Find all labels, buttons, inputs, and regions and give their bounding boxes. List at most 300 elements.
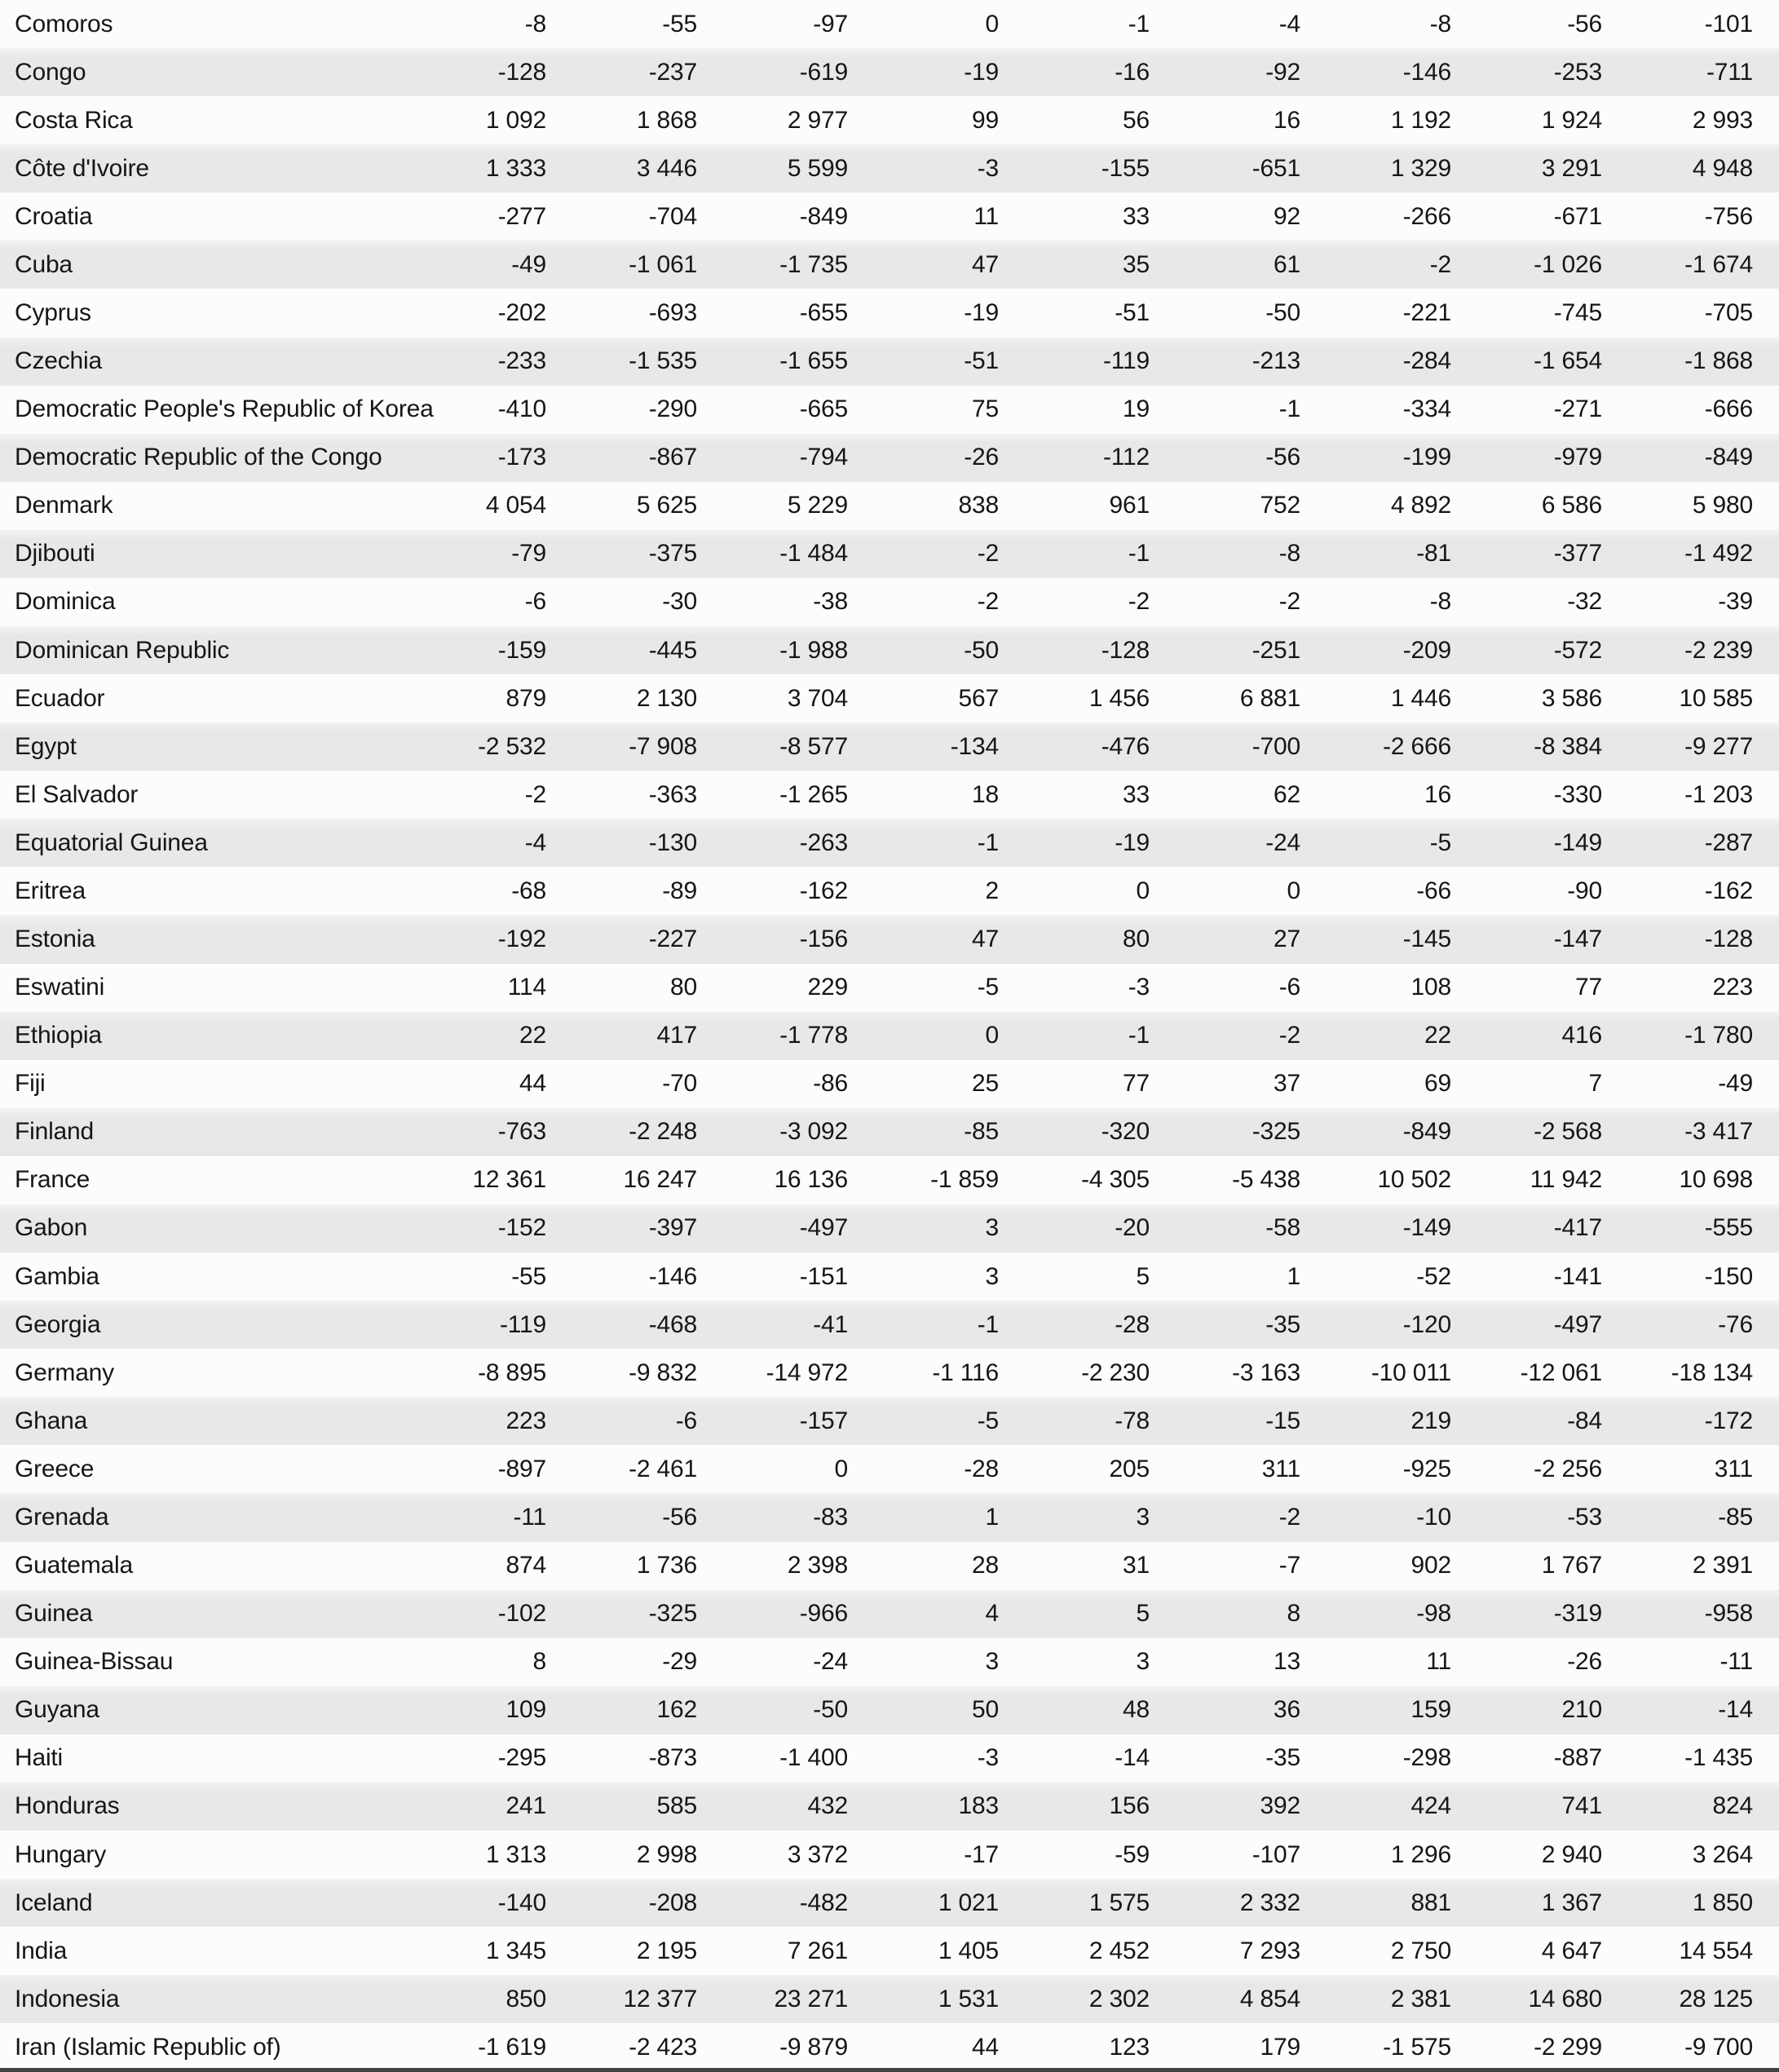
value-cell: -330 [1553,780,1602,808]
value-cell: -119 [1102,347,1150,375]
value-cell: -763 [497,1118,546,1146]
value-cell: -2 532 [478,732,546,760]
value-cell: 3 446 [636,154,697,182]
table-row[interactable] [0,722,1779,771]
value-cell: 961 [1109,492,1150,519]
value-cell: -8 [1278,540,1300,568]
value-cell: -24 [813,1648,848,1676]
value-cell: -3 [977,154,999,182]
value-cell: 1 850 [1692,1889,1753,1916]
value-cell: -2 230 [1081,1359,1150,1386]
value-cell: 11 942 [1530,1166,1602,1194]
value-cell: 27 [1274,926,1300,953]
value-cell: 3 [985,1214,999,1242]
value-cell: 44 [519,1070,546,1098]
value-cell: -19 [1115,828,1150,856]
table-row[interactable] [0,241,1779,289]
value-cell: 311 [1714,1455,1753,1482]
value-cell: -2 [524,780,546,808]
table-row[interactable] [0,1638,1779,1686]
value-cell: 109 [505,1696,546,1724]
value-cell: -107 [1251,1840,1300,1868]
value-cell: 31 [1123,1552,1150,1579]
value-cell: 424 [1410,1792,1451,1820]
country-name: Honduras [15,1792,120,1820]
country-name: Costa Rica [15,106,133,134]
value-cell: -227 [648,926,697,953]
value-cell: -966 [799,1600,848,1628]
value-cell: 56 [1123,106,1150,134]
value-cell: -1 [1128,10,1150,38]
value-cell: -2 239 [1684,636,1753,664]
value-cell: -482 [799,1889,848,1916]
value-cell: -8 577 [779,732,848,760]
value-cell: -58 [1265,1214,1300,1242]
country-name: Gambia [15,1262,99,1290]
value-cell: -145 [1402,926,1451,953]
table-row[interactable] [0,1975,1779,2023]
value-cell: 2 750 [1390,1937,1451,1964]
value-cell: -2 [977,588,999,616]
value-cell: -9 700 [1684,2033,1753,2061]
value-cell: 1 531 [938,1985,999,2012]
value-cell: -172 [1704,1407,1753,1434]
value-cell: 28 125 [1679,1985,1753,2012]
table-row[interactable] [0,1156,1779,1204]
value-cell: 92 [1274,202,1300,230]
value-cell: -2 [1278,1022,1300,1049]
value-cell: -59 [1115,1840,1150,1868]
value-cell: 159 [1410,1696,1451,1724]
value-cell: -159 [497,636,546,664]
country-name: Iran (Islamic Republic of) [15,2033,281,2061]
value-cell: -2 248 [629,1118,697,1146]
value-cell: 1 296 [1390,1840,1451,1868]
value-cell: -38 [813,588,848,616]
value-cell: 156 [1109,1792,1150,1820]
table-row[interactable] [0,289,1779,337]
value-cell: 3 372 [787,1840,848,1868]
value-cell: -66 [1416,877,1451,904]
value-cell: -476 [1101,732,1150,760]
value-cell: -6 [524,588,546,616]
value-cell: -711 [1706,58,1753,86]
value-cell: -10 011 [1371,1359,1451,1386]
value-cell: 13 [1274,1648,1300,1676]
table-row[interactable] [0,771,1779,819]
country-name: Eswatini [15,974,105,1001]
table-row[interactable] [0,2023,1779,2071]
value-cell: -150 [1704,1262,1753,1290]
value-cell: -334 [1402,395,1451,423]
value-cell: -8 [1429,588,1451,616]
value-cell: -128 [1704,926,1753,953]
value-cell: -51 [964,347,999,375]
value-cell: -704 [648,202,697,230]
table-row[interactable] [0,1783,1779,1831]
value-cell: -12 061 [1520,1359,1602,1386]
value-cell: -30 [662,588,697,616]
table-row[interactable] [0,867,1779,915]
value-cell: -149 [1553,828,1602,856]
value-cell: -202 [497,299,546,326]
table-row[interactable] [0,1493,1779,1541]
value-cell: -24 [1265,828,1300,856]
value-cell: -221 [1402,299,1451,326]
table-row[interactable] [0,674,1779,722]
value-cell: 3 586 [1541,684,1602,712]
value-cell: -1 400 [779,1744,848,1772]
value-cell: 7 293 [1239,1937,1300,1964]
value-cell: 2 998 [636,1840,697,1868]
value-cell: -83 [813,1503,848,1531]
value-cell: 80 [670,974,697,1001]
value-cell: -134 [950,732,999,760]
value-cell: -4 [1278,10,1300,38]
value-cell: -50 [813,1696,848,1724]
value-cell: -84 [1567,1407,1602,1434]
country-name: Estonia [15,926,95,953]
value-cell: -1 [977,828,999,856]
value-cell: -5 438 [1232,1166,1300,1194]
value-cell: 2 391 [1692,1552,1753,1579]
value-cell: -81 [1416,540,1451,568]
country-name: Djibouti [15,540,95,568]
country-name: Guyana [15,1696,99,1724]
value-cell: -410 [497,395,546,423]
value-cell: 69 [1424,1070,1451,1098]
value-cell: -3 [977,1744,999,1772]
table-row[interactable] [0,1542,1779,1590]
value-cell: -325 [1251,1118,1300,1146]
table-row[interactable] [0,578,1779,626]
value-cell: 3 264 [1692,1840,1753,1868]
value-cell: 1 [985,1503,999,1531]
value-cell: 1 924 [1541,106,1602,134]
table-row[interactable] [0,1879,1779,1927]
value-cell: -651 [1251,154,1300,182]
value-cell: -2 256 [1534,1455,1602,1482]
table-row[interactable] [0,819,1779,867]
value-cell: 33 [1123,780,1150,808]
value-cell: -130 [648,828,697,856]
value-cell: 14 554 [1679,1937,1753,1964]
country-name: Gabon [15,1214,88,1242]
value-cell: 3 704 [787,684,848,712]
value-cell: -128 [497,58,546,86]
value-cell: 6 881 [1239,684,1300,712]
value-cell: -101 [1704,10,1753,38]
value-cell: -363 [648,780,697,808]
value-cell: 392 [1260,1792,1300,1820]
value-cell: -958 [1704,1600,1753,1628]
value-cell: -2 [1278,588,1300,616]
table-row[interactable] [0,964,1779,1012]
value-cell: -1 492 [1684,540,1753,568]
value-cell: 2 977 [787,106,848,134]
value-cell: -319 [1553,1600,1602,1628]
value-cell: -6 [1278,974,1300,1001]
country-name: Guatemala [15,1552,133,1579]
table-row[interactable] [0,1734,1779,1783]
country-name: Congo [15,58,86,86]
value-cell: -271 [1553,395,1602,423]
value-cell: 417 [656,1022,697,1049]
value-cell: -2 [1278,1503,1300,1531]
value-cell: -149 [1402,1214,1451,1242]
value-cell: -140 [497,1889,546,1916]
value-cell: 0 [985,10,999,38]
value-cell: -162 [1704,877,1753,904]
value-cell: -79 [511,540,546,568]
country-name: Ghana [15,1407,88,1434]
value-cell: -199 [1402,444,1451,471]
table-row[interactable] [0,1831,1779,1879]
value-cell: -26 [1567,1648,1602,1676]
value-cell: 162 [656,1696,697,1724]
value-cell: 1 333 [485,154,546,182]
value-cell: -665 [799,395,848,423]
table-row[interactable] [0,338,1779,386]
value-cell: -619 [799,58,848,86]
value-cell: -2 461 [629,1455,697,1482]
value-cell: -2 [977,540,999,568]
value-cell: -263 [799,828,848,856]
country-name: El Salvador [15,780,139,808]
value-cell: 4 647 [1541,1937,1602,1964]
table-row[interactable] [0,1060,1779,1108]
value-cell: -8 [1429,10,1451,38]
value-cell: -17 [964,1840,999,1868]
value-cell: -14 [1115,1744,1150,1772]
value-cell: 850 [505,1985,546,2012]
country-name: Iceland [15,1889,93,1916]
value-cell: -897 [497,1455,546,1482]
table-row[interactable] [0,1445,1779,1493]
value-cell: -237 [648,58,697,86]
country-name: India [15,1937,68,1964]
value-cell: 3 [1136,1503,1150,1531]
table-row[interactable] [0,192,1779,241]
value-cell: -9 832 [629,1359,697,1386]
value-cell: -1 [977,1310,999,1338]
country-name: Comoros [15,10,113,38]
table-row[interactable] [0,1108,1779,1156]
value-cell: 16 [1424,780,1451,808]
country-name: Guinea [15,1600,93,1628]
value-cell: -7 908 [629,732,697,760]
value-cell: 223 [505,1407,546,1434]
value-cell: -1 061 [629,250,697,278]
value-cell: 179 [1260,2033,1300,2061]
country-name: Fiji [15,1070,46,1098]
value-cell: -693 [648,299,697,326]
value-cell: -2 299 [1534,2033,1602,2061]
table-row[interactable] [0,482,1779,530]
value-cell: -3 163 [1232,1359,1300,1386]
value-cell: -26 [964,444,999,471]
country-name: Dominican Republic [15,636,230,664]
value-cell: -51 [1115,299,1150,326]
value-cell: 0 [1136,877,1150,904]
value-cell: 229 [807,974,848,1001]
value-cell: 99 [972,106,999,134]
table-row[interactable] [0,144,1779,192]
country-name: Denmark [15,492,113,519]
value-cell: 1 736 [636,1552,697,1579]
value-cell: -1 [1128,1022,1150,1049]
value-cell: -102 [497,1600,546,1628]
value-cell: -8 [524,10,546,38]
value-cell: 223 [1712,974,1753,1001]
value-cell: -251 [1251,636,1300,664]
value-cell: -50 [964,636,999,664]
value-cell: -2 [1429,250,1451,278]
country-name: Greece [15,1455,95,1482]
table-row[interactable] [0,434,1779,482]
value-cell: -700 [1251,732,1300,760]
value-cell: -86 [813,1070,848,1098]
value-cell: -52 [1416,1262,1451,1290]
value-cell: 22 [519,1022,546,1049]
value-cell: -1 265 [779,780,848,808]
value-cell: -120 [1402,1310,1451,1338]
value-cell: -208 [648,1889,697,1916]
table-row[interactable] [0,1012,1779,1060]
country-name: Germany [15,1359,114,1386]
country-name: Democratic Republic of the Congo [15,444,382,471]
value-cell: 585 [656,1792,697,1820]
value-cell: -6 [675,1407,697,1434]
country-name: Ecuador [15,684,105,712]
value-cell: -97 [813,10,848,38]
table-row[interactable] [0,1397,1779,1445]
value-cell: -1 859 [930,1166,999,1194]
value-cell: -15 [1265,1407,1300,1434]
value-cell: 25 [972,1070,999,1098]
value-cell: 205 [1109,1455,1150,1482]
value-cell: 23 271 [774,1985,848,2012]
table-row[interactable] [0,626,1779,674]
value-cell: -85 [964,1118,999,1146]
country-name: Côte d'Ivoire [15,154,149,182]
value-cell: -147 [1553,926,1602,953]
table-row[interactable] [0,1204,1779,1252]
value-cell: -11 [513,1503,546,1531]
value-cell: -867 [648,444,697,471]
value-cell: -119 [499,1310,546,1338]
value-cell: 183 [958,1792,999,1820]
value-cell: -745 [1553,299,1602,326]
value-cell: -5 [977,974,999,1001]
value-cell: 50 [972,1696,999,1724]
value-cell: 1 767 [1541,1552,1602,1579]
value-cell: -277 [497,202,546,230]
value-cell: -90 [1567,877,1602,904]
value-cell: 77 [1575,974,1602,1001]
table-row[interactable] [0,0,1779,48]
country-name: Haiti [15,1744,64,1772]
value-cell: -70 [662,1070,697,1098]
value-cell: 12 377 [623,1985,697,2012]
value-cell: -666 [1704,395,1753,423]
value-cell: -41 [813,1310,848,1338]
table-row[interactable] [0,386,1779,434]
table-row[interactable] [0,96,1779,144]
table-row[interactable] [0,1927,1779,1975]
value-cell: -76 [1718,1310,1753,1338]
value-cell: 210 [1561,1696,1602,1724]
value-cell: -112 [1102,444,1150,471]
value-cell: -32 [1567,588,1602,616]
value-cell: 8 [532,1648,546,1676]
value-cell: -28 [1115,1310,1150,1338]
value-cell: 5 599 [787,154,848,182]
value-cell: -849 [799,202,848,230]
value-cell: -1 026 [1534,250,1602,278]
value-cell: 123 [1109,2033,1150,2061]
table-row[interactable] [0,915,1779,963]
value-cell: 114 [507,974,546,1001]
country-name: Egypt [15,732,77,760]
value-cell: 10 502 [1377,1166,1451,1194]
value-cell: 28 [972,1552,999,1579]
value-cell: -1 674 [1684,250,1753,278]
value-cell: 8 [1287,1600,1300,1628]
value-cell: 44 [972,2033,999,2061]
value-cell: -5 [1429,828,1451,856]
value-cell: -156 [799,926,848,953]
value-cell: 3 [985,1262,999,1290]
value-cell: 18 [972,780,999,808]
table-row[interactable] [0,1686,1779,1734]
value-cell: 33 [1123,202,1150,230]
country-name: Grenada [15,1503,109,1531]
country-name: Croatia [15,202,93,230]
value-cell: 5 980 [1692,492,1753,519]
value-cell: 75 [972,395,999,423]
value-cell: 838 [958,492,999,519]
value-cell: -2 [1128,588,1150,616]
value-cell: -152 [497,1214,546,1242]
value-cell: -55 [511,1262,546,1290]
table-row[interactable] [0,1252,1779,1301]
value-cell: -377 [1553,540,1602,568]
table-row[interactable] [0,1349,1779,1397]
value-cell: -128 [1101,636,1150,664]
value-cell: 11 [973,202,999,230]
value-cell: 1 446 [1390,684,1451,712]
table-row[interactable] [0,1590,1779,1638]
value-cell: 1 192 [1390,106,1451,134]
table-row[interactable] [0,1301,1779,1349]
value-cell: 1 329 [1390,154,1451,182]
country-name: Eritrea [15,877,86,904]
value-cell: -497 [1553,1310,1602,1338]
value-cell: 16 247 [623,1166,697,1194]
value-cell: 10 585 [1679,684,1753,712]
table-row[interactable] [0,530,1779,578]
value-cell: 47 [972,926,999,953]
value-cell: -253 [1553,58,1602,86]
value-cell: -849 [1704,444,1753,471]
value-cell: 2 381 [1390,1985,1451,2012]
value-cell: 2 302 [1088,1985,1150,2012]
value-cell: -1 988 [779,636,848,664]
value-cell: -11 [1719,1648,1753,1676]
value-cell: -979 [1553,444,1602,471]
table-row[interactable] [0,48,1779,96]
